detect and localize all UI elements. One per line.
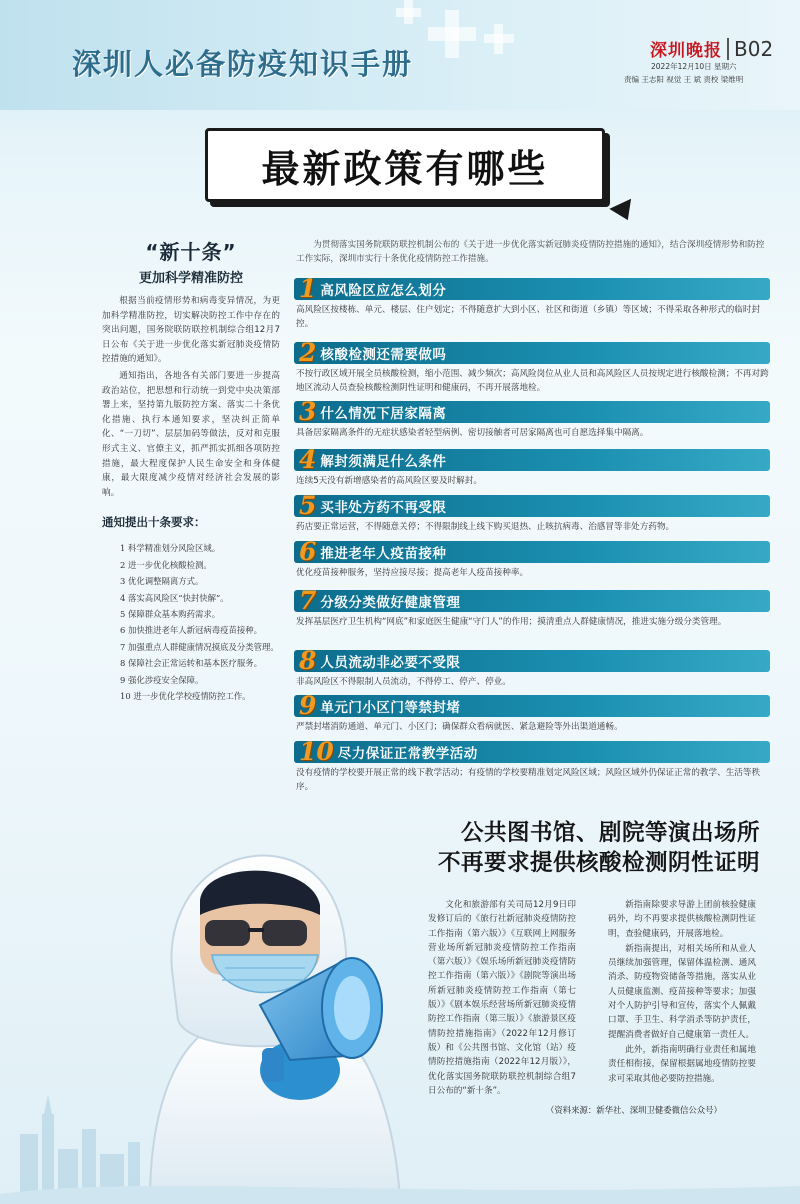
- speech-bubble-tail: [609, 199, 638, 225]
- policy-item-bar: [294, 445, 770, 474]
- policy-item-6: [294, 537, 770, 580]
- policy-item-number: 4: [299, 445, 317, 474]
- policy-item-text: 连续5天没有新增感染者的高风险区要及时解封。: [296, 476, 482, 486]
- policy-item-8: [294, 646, 770, 689]
- policy-item-bar: [294, 537, 770, 566]
- policy-item-9: [294, 691, 770, 734]
- requirement-item: 4 落实高风险区“快封快解”。: [120, 592, 229, 603]
- article-paragraph: 新指南提出，对相关场所和从业人员继续加强管理，保留体温检测、通风消杀、防疫物资储备等措施，落实从业人员健康监测、疫苗接种等要求；加强对个人防护引导和宣传，落实个人佩戴口罩、手卫生、科学消杀等防护责任，提醒消费者做好自己健康第一责任人。: [608, 943, 756, 1040]
- policy-item-5: [294, 491, 770, 534]
- cross-decoration: [428, 27, 476, 41]
- policy-item-title: 尽力保证正常教学活动: [337, 746, 478, 762]
- requirements-list: [102, 542, 280, 703]
- cross-decoration: [484, 34, 514, 43]
- policy-item-number: 7: [299, 586, 317, 615]
- policy-item-bar: [294, 338, 770, 367]
- policy-item-title: 解封须满足什么条件: [320, 454, 447, 470]
- requirement-item: 7 加强重点人群健康情况摸底及分类管理。: [120, 641, 279, 652]
- policy-item-number: 9: [299, 691, 317, 720]
- requirement-item: 1 科学精准划分风险区域。: [120, 543, 221, 554]
- main-title-box: [205, 128, 605, 202]
- policy-item-text: 发挥基层医疗卫生机构“网底”和家庭医生健康“守门人”的作用；摸清重点人群健康情况，推进实施分级分类管理。: [296, 617, 727, 627]
- policy-item-text: 不按行政区域开展全员核酸检测，缩小范围、减少频次；高风险岗位从业人员和高风险区人员按规定进行核酸检测；不再对跨地区流动人员查验核酸检测阴性证明和健康码，不再开展落地检。: [296, 369, 769, 393]
- article-paragraph: 此外，新指南明确行业责任和属地责任相衔接，保留根据属地疫情防控要求可采取其他必要防控措施。: [608, 1044, 756, 1084]
- article-paragraph: 文化和旅游部有关司局12月9日印发修订后的《旅行社新冠肺炎疫情防控工作指南（第六版）》《互联网上网服务营业场所新冠肺炎疫情防控工作指南（第六版）》《娱乐场所新冠肺炎疫情防控工作指南（第六版）》《剧院等演出场所新冠肺炎疫情防控工作指南（第七版）》《剧本娱乐经营场所新冠肺炎疫情防控工作指南（第三版）》《旅游景区疫情防控措施指南》（2022年12月修订版）和《公共图书馆、文化馆（站）疫情防控措施指南（2022年12月版）》，优化落实国务院联防联控机制综合组7日公布的“新十条”。: [428, 900, 576, 1096]
- policy-item-3: [294, 397, 770, 440]
- article-title-line: 不再要求提供核酸检测阴性证明: [437, 850, 760, 876]
- policy-item-title: 人员流动非必要不受限: [320, 655, 461, 671]
- intro-paragraph: 为贯彻落实国务院联防联控机制公布的《关于进一步优化落实新冠肺炎疫情防控措施的通知》，结合深圳疫情形势和防控工作实际，深圳市实行十条优化疫情防控工作措施。: [296, 240, 765, 264]
- left-subheading: 更加科学精准防控: [138, 271, 243, 286]
- policy-item-number: 2: [299, 338, 317, 367]
- page-code: B02: [734, 36, 774, 61]
- policy-item-text: 非高风险区不得限制人员流动，不得停工、停产、停业。: [296, 677, 511, 687]
- policy-item-1: [294, 274, 770, 331]
- article-title: [438, 818, 760, 878]
- newspaper-logo: 深圳晚报: [650, 41, 722, 61]
- policy-item-10: [294, 737, 770, 794]
- policy-item-text: 具备居家隔离条件的无症状感染者轻型病例、密切接触者可居家隔离也可自愿选择集中隔离。: [296, 428, 649, 438]
- policy-item-4: [294, 445, 770, 488]
- policy-item-bar: [294, 397, 770, 426]
- policy-item-7: [294, 586, 770, 629]
- cross-decoration: [396, 8, 421, 17]
- policy-item-title: 高风险区应怎么划分: [320, 283, 447, 299]
- article-paragraph: 新指南除要求导游上团前核验健康码外，均不再要求提供核酸检测阴性证明，查验健康码，开展落地检。: [608, 900, 756, 939]
- policy-item-title: 什么情况下居家隔离: [320, 406, 447, 422]
- header-title: 深圳人必备防疫知识手册: [72, 47, 414, 81]
- requirement-item: 8 保障社会正常运转和基本医疗服务。: [120, 658, 262, 669]
- issue-date: 2022年12月10日 星期六: [651, 62, 737, 71]
- policy-item-2: [294, 338, 770, 395]
- policy-item-bar: [294, 274, 770, 303]
- article-column-1: [428, 898, 576, 1099]
- policy-item-title: 分级分类做好健康管理: [320, 595, 461, 611]
- requirements-title: 通知提出十条要求：: [102, 515, 206, 530]
- left-paragraph: 根据当前疫情形势和病毒变异情况，为更加科学精准防控，切实解决防控工作中存在的突出问题，国务院联防联控机制综合组12月7日公布《关于进一步优化落实新冠肺炎疫情防控措施的通知》。: [102, 296, 280, 365]
- policy-item-bar: [294, 491, 770, 520]
- requirement-item: 5 保障群众基本购药需求。: [120, 608, 221, 619]
- policy-item-number: 3: [299, 397, 317, 426]
- policy-item-bar: [294, 691, 770, 720]
- policy-item-text: 高风险区按楼栋、单元、楼层、住户划定；不得随意扩大到小区、社区和街道（乡镇）等区域；不得采取各种形式的临时封控。: [296, 305, 761, 329]
- masthead-divider: [727, 38, 729, 60]
- policy-item-number: 10: [299, 737, 334, 766]
- editor-credits: 责编 王志阳 视觉 王 斌 责校 梁维明: [624, 75, 744, 84]
- policy-item-bar: [294, 737, 770, 766]
- policy-item-text: 没有疫情的学校要开展正常的线下教学活动；有疫情的学校要精准划定风险区域；风险区域外仍保证正常的教学、生活等秩序。: [296, 768, 761, 792]
- policy-item-number: 6: [299, 537, 317, 566]
- policy-item-title: 单元门小区门等禁封堵: [320, 700, 461, 716]
- article-title-line: 公共图书馆、剧院等演出场所: [460, 820, 760, 846]
- source-credit: （资料来源：新华社、深圳卫健委微信公众号）: [546, 1105, 722, 1115]
- policy-item-number: 1: [299, 274, 317, 303]
- policy-item-title: 推进老年人疫苗接种: [320, 546, 447, 562]
- left-paragraph: 通知指出，各地各有关部门要进一步提高政治站位，把思想和行动统一到党中央决策部署上来，坚持第九版防控方案、落实二十条优化措施、执行本通知要求，坚决纠正简单化、“一刀切”、层层加码等做法，反对和克服形式主义、官僚主义，抓严抓实抓细各项防控措施，最大程度保护人民生命安全和身体健康，最大限度减少疫情对经济社会发展的影响。: [102, 370, 280, 498]
- policy-item-bar: [294, 586, 770, 615]
- policy-item-number: 5: [299, 491, 317, 520]
- requirement-item: 6 加快推进老年人新冠病毒疫苗接种。: [120, 625, 262, 636]
- policy-item-title: 核酸检测还需要做吗: [320, 347, 447, 363]
- masthead: [650, 36, 773, 61]
- policy-item-text: 药店要正常运营，不得随意关停；不得限制线上线下购买退热、止咳抗病毒、治感冒等非处方药物。: [296, 522, 675, 532]
- left-heading: “新十条”: [145, 240, 237, 264]
- policy-item-bar: [294, 646, 770, 675]
- requirement-item: 3 优化调整隔离方式。: [120, 576, 204, 587]
- article-column-2: [608, 898, 756, 1087]
- left-column: [102, 236, 280, 706]
- policy-item-text: 严禁封堵消防通道、单元门、小区门；确保群众看病就医、紧急避险等外出渠道通畅。: [296, 722, 623, 732]
- requirement-item: 2 进一步优化核酸检测。: [120, 559, 212, 570]
- main-title: 最新政策有哪些: [261, 146, 549, 191]
- policy-item-number: 8: [299, 646, 317, 675]
- requirement-item: 9 强化涉疫安全保障。: [120, 674, 204, 685]
- policy-item-title: 买非处方药不再受限: [320, 500, 447, 516]
- requirement-item: 10 进一步优化学校疫情防控工作。: [120, 690, 251, 701]
- policy-item-text: 优化疫苗接种服务，坚持应接尽接；提高老年人疫苗接种率。: [296, 568, 529, 578]
